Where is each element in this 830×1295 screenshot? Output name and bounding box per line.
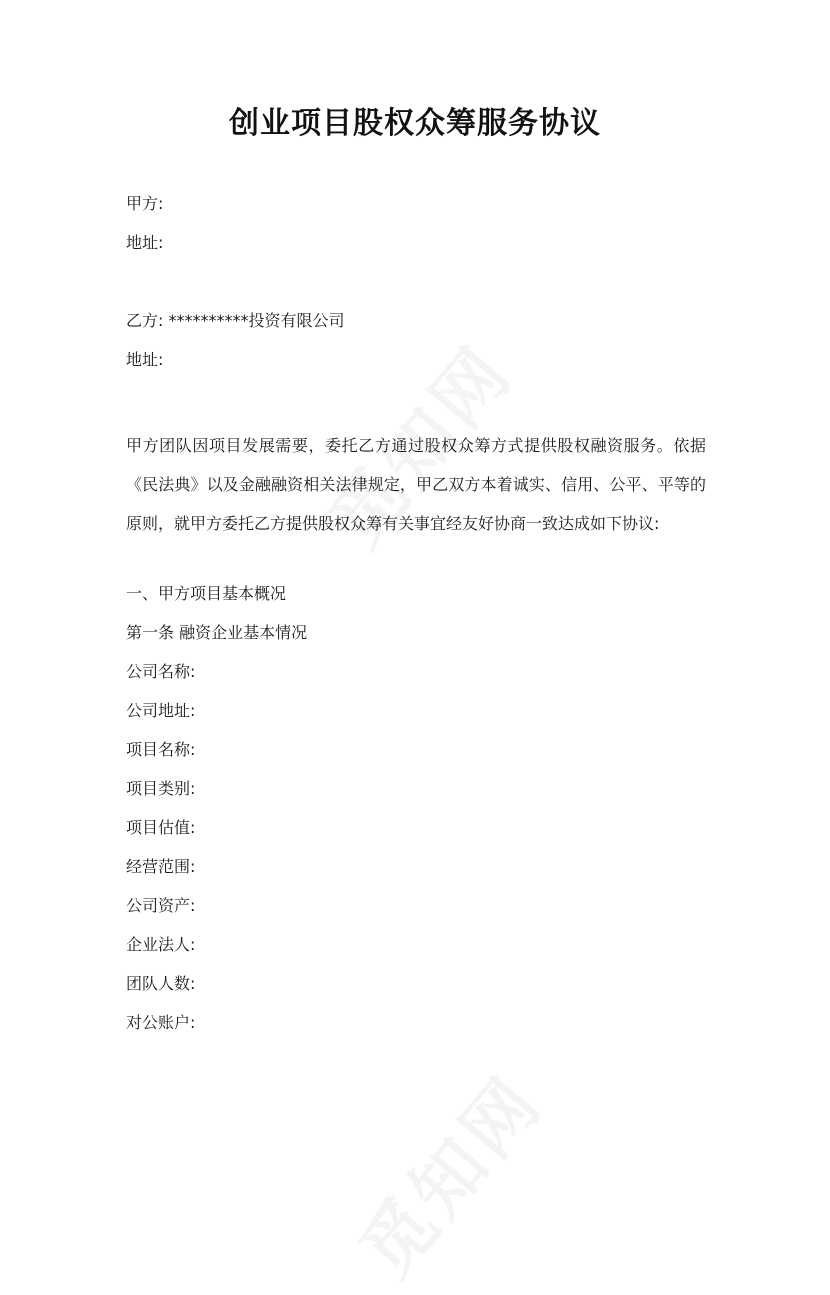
article-1-heading: 第一条 融资企业基本情况 xyxy=(126,623,308,642)
field-legal-representative: 企业法人: xyxy=(126,935,196,954)
field-company-address: 公司地址: xyxy=(126,701,196,720)
field-company-assets: 公司资产: xyxy=(126,896,196,915)
field-business-scope: 经营范围: xyxy=(126,857,196,876)
field-corporate-account: 对公账户: xyxy=(126,1013,196,1032)
field-team-size: 团队人数: xyxy=(126,974,196,993)
party-a-label: 甲方: xyxy=(126,194,164,213)
party-b-label: 乙方: **********投资有限公司 xyxy=(126,311,345,330)
watermark-graphic-bottom xyxy=(332,1049,562,1295)
field-project-category: 项目类别: xyxy=(126,779,196,798)
document-title: 创业项目股权众筹服务协议 xyxy=(229,106,601,141)
field-project-valuation: 项目估值: xyxy=(126,818,196,837)
party-b-address-label: 地址: xyxy=(126,350,164,369)
field-company-name: 公司名称: xyxy=(126,662,196,681)
party-a-address-label: 地址: xyxy=(126,233,164,252)
section-1-heading: 一、甲方项目基本概况 xyxy=(126,584,287,603)
field-project-name: 项目名称: xyxy=(126,740,196,759)
intro-paragraph: 甲方团队因项目发展需要，委托乙方通过股权众筹方式提供股权融资服务。依据《民法典》以及金融融资相关法律规定，甲乙双方本着诚实、信用、公平、平等的原则，就甲方委托乙方提供股权众筹有关事宜经友好协商一致达成如下协议: xyxy=(126,436,706,533)
